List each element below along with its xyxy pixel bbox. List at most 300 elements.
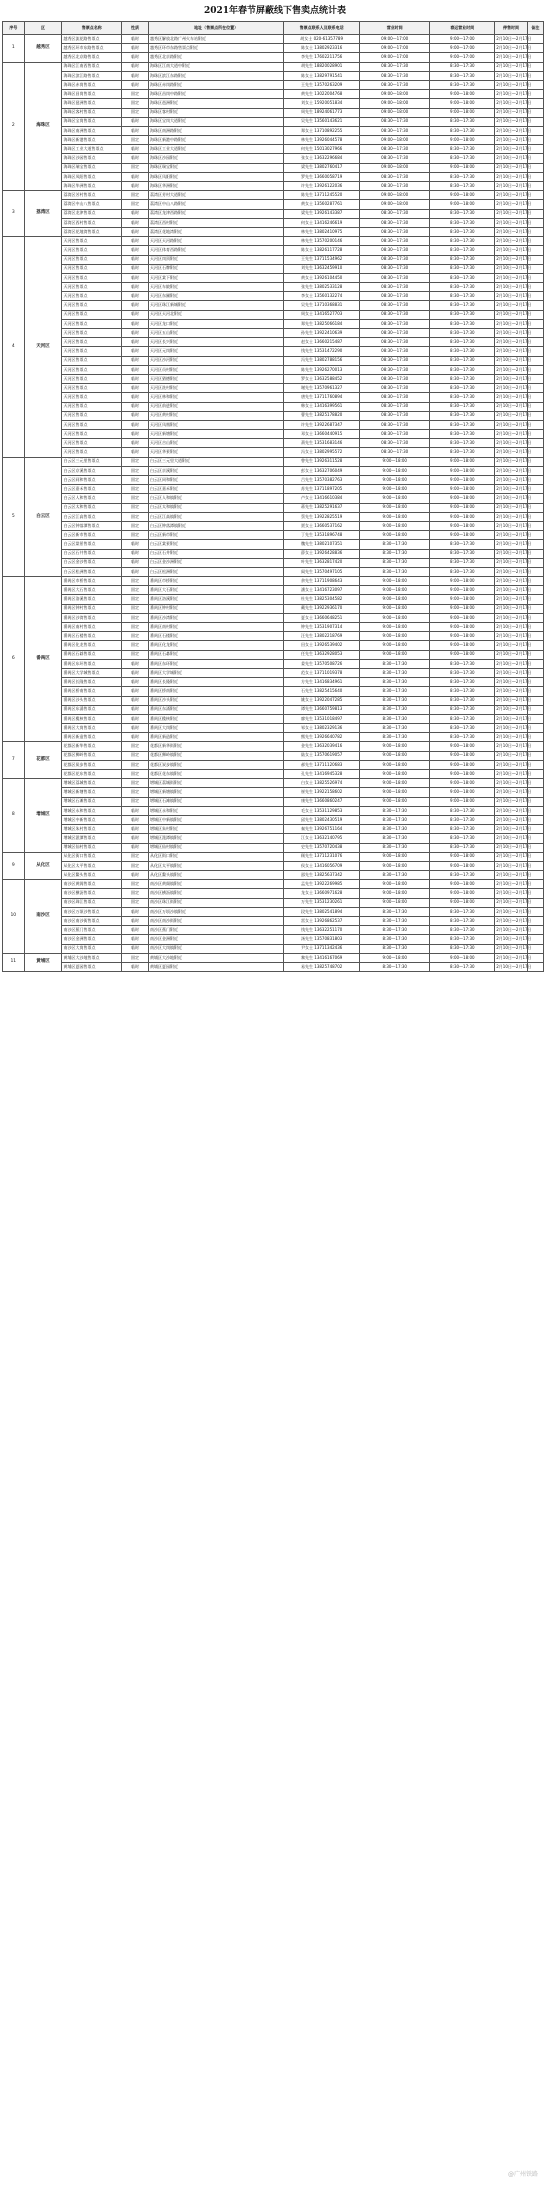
business-hours: 8:30—17:30	[360, 944, 430, 953]
spring-hours: 8:30—17:30	[430, 733, 495, 742]
business-hours: 09:00—18:00	[360, 99, 430, 108]
table-row	[3, 466, 544, 475]
column-header: 春运营业时间	[430, 22, 495, 35]
outlet-type: 固定	[121, 485, 148, 494]
outlet-contact: 姚女士 13922047285	[284, 696, 360, 705]
outlet-contact: 薛女士 13926428836	[284, 549, 360, 558]
section-number: 7	[3, 742, 25, 779]
outlet-address: 海珠区江南大道中附近	[149, 62, 284, 71]
table-row	[3, 430, 544, 439]
stop-date: 2月10日—2月17日	[495, 567, 527, 576]
stop-date: 2月10日—2月17日	[495, 384, 527, 393]
table-row	[3, 549, 544, 558]
outlet-contact: 钟先生 13531907314	[284, 623, 360, 632]
table-row	[3, 200, 544, 209]
outlet-address: 越秀区北京路附近	[149, 53, 284, 62]
table-row	[3, 374, 544, 383]
business-hours: 08:30—17:30	[360, 273, 430, 282]
spring-hours: 8:30—17:30	[430, 273, 495, 282]
outlet-address: 增城区中新镇附近	[149, 815, 284, 824]
table-row	[3, 898, 544, 907]
outlet-address: 白云区钟落潭镇附近	[149, 521, 284, 530]
outlet-address: 天河区元岗附近	[149, 347, 284, 356]
spring-hours: 9:00—18:00	[430, 108, 495, 117]
outlet-name: 天河区售票点	[62, 264, 122, 273]
outlet-contact: 李女士 13560132274	[284, 292, 360, 301]
outlet-name: 海珠区沙园售票点	[62, 154, 122, 163]
business-hours: 9:00—18:00	[360, 779, 430, 788]
stop-date: 2月10日—2月17日	[495, 825, 527, 834]
outlet-contact: 石先生 13825415640	[284, 687, 360, 696]
stop-date: 2月10日—2月17日	[495, 494, 527, 503]
stop-date: 2月10日—2月17日	[495, 521, 527, 530]
spring-hours: 8:30—17:30	[430, 696, 495, 705]
spring-hours: 8:30—17:30	[430, 944, 495, 953]
outlet-type: 临时	[121, 218, 148, 227]
business-hours: 08:30—17:30	[360, 374, 430, 383]
business-hours: 9:00—18:00	[360, 889, 430, 898]
outlet-name: 番禺区长隆售票点	[62, 678, 122, 687]
outlet-name: 白云区金沙售票点	[62, 558, 122, 567]
table-row	[3, 126, 544, 135]
outlet-address: 荔湾区花地湾附近	[149, 227, 284, 236]
stop-date: 2月10日—2月17日	[495, 99, 527, 108]
outlet-type: 临时	[121, 301, 148, 310]
outlet-name: 海珠区赤岗售票点	[62, 80, 122, 89]
outlet-name: 天河区售票点	[62, 365, 122, 374]
outlet-name: 白云区松洲售票点	[62, 567, 122, 576]
district-name: 增城区	[24, 779, 62, 853]
table-row	[3, 751, 544, 760]
outlet-contact: 何女士 13416246619	[284, 218, 360, 227]
table-row	[3, 448, 544, 457]
outlet-name: 番禺区钟村售票点	[62, 604, 122, 613]
table-header-row	[3, 22, 544, 35]
stop-date: 2月10日—2月17日	[495, 393, 527, 402]
outlet-type: 固定	[121, 494, 148, 503]
stop-date: 2月10日—2月17日	[495, 62, 527, 71]
district-name: 荔湾区	[24, 191, 62, 237]
stop-date: 2月10日—2月17日	[495, 604, 527, 613]
outlet-contact: 赵女士 13660215487	[284, 338, 360, 347]
outlet-contact: 侯女士 13416056709	[284, 861, 360, 870]
outlet-type: 临时	[121, 815, 148, 824]
business-hours: 9:00—18:00	[360, 604, 430, 613]
table-row	[3, 338, 544, 347]
outlet-name: 增城区新塘售票点	[62, 788, 122, 797]
table-row	[3, 668, 544, 677]
spring-hours: 9:00—17:00	[430, 35, 495, 44]
spring-hours: 9:00—18:00	[430, 466, 495, 475]
outlet-name: 海珠区客村售票点	[62, 108, 122, 117]
outlet-name: 南沙区大岗售票点	[62, 944, 122, 953]
outlet-type: 临时	[121, 907, 148, 916]
outlet-contact: 冯先生 13802788156	[284, 356, 360, 365]
outlet-address: 海珠区宝岗大道附近	[149, 117, 284, 126]
spring-hours: 9:00—18:00	[430, 852, 495, 861]
stop-date: 2月10日—2月17日	[495, 613, 527, 622]
table-row	[3, 852, 544, 861]
outlet-contact: 汪先生 13802218769	[284, 632, 360, 641]
spring-hours: 8:30—17:30	[430, 292, 495, 301]
outlet-name: 天河区售票点	[62, 283, 122, 292]
stop-date: 2月10日—2月17日	[495, 80, 527, 89]
spring-hours: 8:30—17:30	[430, 154, 495, 163]
table-row	[3, 944, 544, 953]
spring-hours: 9:00—18:00	[430, 200, 495, 209]
outlet-contact: 何先生 15013027966	[284, 145, 360, 154]
table-row	[3, 632, 544, 641]
outlet-contact: 毛女士 13531129853	[284, 806, 360, 815]
business-hours: 09:00—18:00	[360, 108, 430, 117]
outlet-name: 番禺区化龙售票点	[62, 641, 122, 650]
business-hours: 08:30—17:30	[360, 117, 430, 126]
business-hours: 08:30—17:30	[360, 71, 430, 80]
table-row	[3, 494, 544, 503]
business-hours: 9:00—18:00	[360, 898, 430, 907]
spring-hours: 8:30—17:30	[430, 917, 495, 926]
outlet-name: 海珠区江南西售票点	[62, 62, 122, 71]
spring-hours: 9:00—18:00	[430, 577, 495, 586]
outlet-type: 固定	[121, 457, 148, 466]
stop-date: 2月10日—2月17日	[495, 705, 527, 714]
outlet-contact: 邓女士 13660440915	[284, 430, 360, 439]
outlet-address: 白云区太和镇附近	[149, 503, 284, 512]
outlet-type: 固定	[121, 512, 148, 521]
business-hours: 09:00—18:00	[360, 200, 430, 209]
business-hours: 08:30—17:30	[360, 347, 430, 356]
outlet-type: 固定	[121, 898, 148, 907]
district-name: 花都区	[24, 742, 62, 779]
outlet-name: 海珠区华洲售票点	[62, 182, 122, 191]
business-hours: 08:30—17:30	[360, 283, 430, 292]
outlet-type: 临时	[121, 393, 148, 402]
outlet-name: 南沙区万顷沙售票点	[62, 907, 122, 916]
spring-hours: 9:00—18:00	[430, 953, 495, 962]
outlet-address: 天河区石牌附近	[149, 264, 284, 273]
table-row	[3, 531, 544, 540]
section-number: 9	[3, 852, 25, 880]
business-hours: 9:00—18:00	[360, 861, 430, 870]
outlet-address: 天河区岗顶附近	[149, 255, 284, 264]
spring-hours: 8:30—17:30	[430, 567, 495, 576]
spring-hours: 9:00—18:00	[430, 650, 495, 659]
business-hours: 8:30—17:30	[360, 705, 430, 714]
table-row	[3, 310, 544, 319]
outlet-type: 临时	[121, 145, 148, 154]
outlet-contact: 吴先生 13560143621	[284, 117, 360, 126]
outlet-type: 临时	[121, 871, 148, 880]
stop-date: 2月10日—2月17日	[495, 448, 527, 457]
outlet-address: 荔湾区西村附近	[149, 218, 284, 227]
outlet-type: 临时	[121, 384, 148, 393]
outlet-type: 临时	[121, 329, 148, 338]
table-row	[3, 255, 544, 264]
outlet-contact: 金先生 13632039416	[284, 742, 360, 751]
outlet-type: 临时	[121, 724, 148, 733]
spring-hours: 8:30—17:30	[430, 384, 495, 393]
table-row	[3, 806, 544, 815]
outlet-name: 番禺区新造售票点	[62, 733, 122, 742]
spring-hours: 8:30—17:30	[430, 935, 495, 944]
table-row	[3, 604, 544, 613]
outlet-type: 固定	[121, 889, 148, 898]
outlet-address: 天河区天河北附近	[149, 310, 284, 319]
outlet-address: 海珠区瑞宝附近	[149, 163, 284, 172]
watermark: @广州铁路	[507, 2171, 538, 2178]
outlet-name: 白云区人和售票点	[62, 494, 122, 503]
stop-date: 2月10日—2月17日	[495, 439, 527, 448]
outlet-address: 天河区华景附近	[149, 448, 284, 457]
table-row	[3, 917, 544, 926]
business-hours: 8:30—17:30	[360, 540, 430, 549]
outlet-contact: 许先生 13926122036	[284, 182, 360, 191]
outlet-type: 临时	[121, 182, 148, 191]
outlet-address: 海珠区昌岗中路附近	[149, 90, 284, 99]
outlet-name: 荔湾区花地湾售票点	[62, 227, 122, 236]
stop-date: 2月10日—2月17日	[495, 871, 527, 880]
spring-hours: 8:30—17:30	[430, 815, 495, 824]
stop-date: 2月10日—2月17日	[495, 742, 527, 751]
outlet-address: 白云区同和附近	[149, 476, 284, 485]
outlet-contact: 王先生 13570263209	[284, 80, 360, 89]
spring-hours: 8:30—17:30	[430, 843, 495, 852]
outlet-type: 临时	[121, 237, 148, 246]
business-hours: 08:30—17:30	[360, 218, 430, 227]
business-hours: 9:00—18:00	[360, 770, 430, 779]
outlet-address: 番禺区桥南附近	[149, 687, 284, 696]
table-row	[3, 613, 544, 622]
column-header: 售票点联系人及联系电话	[284, 22, 360, 35]
outlet-type: 固定	[121, 99, 148, 108]
table-row	[3, 402, 544, 411]
outlet-address: 白云区棠景附近	[149, 540, 284, 549]
business-hours: 08:30—17:30	[360, 209, 430, 218]
outlet-contact: 孟先生 13922269985	[284, 880, 360, 889]
outlet-address: 南沙区万顷沙镇附近	[149, 907, 284, 916]
business-hours: 08:30—17:30	[360, 310, 430, 319]
outlet-contact: 钱先生 13632251170	[284, 926, 360, 935]
business-hours: 08:30—17:30	[360, 237, 430, 246]
outlet-type: 固定	[121, 760, 148, 769]
table-body	[3, 35, 544, 972]
outlet-type: 临时	[121, 80, 148, 89]
stop-date: 2月10日—2月17日	[495, 338, 527, 347]
outlet-type: 临时	[121, 926, 148, 935]
outlet-type: 临时	[121, 935, 148, 944]
table-row	[3, 687, 544, 696]
stop-date: 2月10日—2月17日	[495, 237, 527, 246]
spring-hours: 9:00—17:00	[430, 44, 495, 53]
outlet-address: 番禺区大学城附近	[149, 668, 284, 677]
table-row	[3, 889, 544, 898]
outlet-type: 临时	[121, 356, 148, 365]
spring-hours: 9:00—18:00	[430, 521, 495, 530]
stop-date: 2月10日—2月17日	[495, 154, 527, 163]
outlet-contact: 易先生 13825748702	[284, 962, 360, 971]
table-row	[3, 163, 544, 172]
outlet-name: 白云区京溪售票点	[62, 466, 122, 475]
column-header: 地址（售票点所在位置）	[149, 22, 284, 35]
stop-date: 2月10日—2月17日	[495, 577, 527, 586]
outlet-type: 临时	[121, 659, 148, 668]
stop-date: 2月10日—2月17日	[495, 90, 527, 99]
outlet-name: 天河区售票点	[62, 439, 122, 448]
outlet-type: 固定	[121, 108, 148, 117]
table-row	[3, 705, 544, 714]
spring-hours: 8:30—17:30	[430, 420, 495, 429]
outlet-address: 番禺区沙头附近	[149, 696, 284, 705]
business-hours: 08:30—17:30	[360, 420, 430, 429]
outlet-type: 临时	[121, 246, 148, 255]
spring-hours: 8:30—17:30	[430, 393, 495, 402]
outlet-name: 从化区街口售票点	[62, 852, 122, 861]
stop-date: 2月10日—2月17日	[495, 889, 527, 898]
outlet-name: 天河区售票点	[62, 347, 122, 356]
outlet-type: 临时	[121, 35, 148, 44]
outlet-address: 番禺区沙湾附近	[149, 613, 284, 622]
stop-date: 2月10日—2月17日	[495, 926, 527, 935]
outlet-table	[2, 21, 544, 972]
outlet-address: 天河区冼村附近	[149, 384, 284, 393]
business-hours: 8:30—17:30	[360, 567, 430, 576]
outlet-address: 增城区永和附近	[149, 806, 284, 815]
outlet-contact: 刘女士 15920051834	[284, 99, 360, 108]
stop-date: 2月10日—2月17日	[495, 273, 527, 282]
outlet-type: 临时	[121, 402, 148, 411]
outlet-name: 白云区石井售票点	[62, 549, 122, 558]
outlet-type: 临时	[121, 374, 148, 383]
outlet-address: 南沙区蕉门附近	[149, 926, 284, 935]
table-row	[3, 843, 544, 852]
outlet-type: 固定	[121, 742, 148, 751]
outlet-contact: 叶先生 13632817420	[284, 558, 360, 567]
outlet-address: 番禺区大石附近	[149, 586, 284, 595]
outlet-address: 海珠区琶洲附近	[149, 99, 284, 108]
outlet-name: 天河区售票点	[62, 292, 122, 301]
outlet-type: 临时	[121, 154, 148, 163]
outlet-contact: 孙先生 13922410639	[284, 329, 360, 338]
business-hours: 9:00—18:00	[360, 788, 430, 797]
table-row	[3, 319, 544, 328]
outlet-type: 临时	[121, 678, 148, 687]
table-row	[3, 788, 544, 797]
outlet-address: 天河区体育西路附近	[149, 246, 284, 255]
page-title: 2021年春节屏蔽线下售卖点统计表	[203, 6, 347, 16]
outlet-contact: 萧先生 13531683146	[284, 439, 360, 448]
business-hours: 09:00—17:00	[360, 53, 430, 62]
business-hours: 08:30—17:30	[360, 439, 430, 448]
table-row	[3, 558, 544, 567]
outlet-name: 白云区棠景售票点	[62, 540, 122, 549]
outlet-contact: 邱先生 13802430519	[284, 815, 360, 824]
outlet-type: 固定	[121, 632, 148, 641]
spring-hours: 9:00—17:00	[430, 53, 495, 62]
stop-date: 2月10日—2月17日	[495, 549, 527, 558]
outlet-type: 临时	[121, 365, 148, 374]
stop-date: 2月10日—2月17日	[495, 246, 527, 255]
business-hours: 08:30—17:30	[360, 356, 430, 365]
outlet-address: 荔湾区龙津西路附近	[149, 209, 284, 218]
stop-date: 2月10日—2月17日	[495, 209, 527, 218]
business-hours: 9:00—18:00	[360, 577, 430, 586]
stop-date: 2月10日—2月17日	[495, 283, 527, 292]
section-number: 11	[3, 953, 25, 971]
outlet-type: 固定	[121, 623, 148, 632]
outlet-contact: 郑先生 13825066184	[284, 319, 360, 328]
column-header: 备注	[527, 22, 543, 35]
stop-date: 2月10日—2月17日	[495, 163, 527, 172]
business-hours: 8:30—17:30	[360, 558, 430, 567]
business-hours: 08:30—17:30	[360, 264, 430, 273]
spring-hours: 8:30—17:30	[430, 825, 495, 834]
outlet-contact: 张先生 13802533128	[284, 283, 360, 292]
outlet-name: 天河区售票点	[62, 273, 122, 282]
table-row	[3, 301, 544, 310]
outlet-contact: 任先生 13632928053	[284, 650, 360, 659]
outlet-contact: 廖先生 13531018497	[284, 714, 360, 723]
outlet-contact: 谭先生 13660759813	[284, 705, 360, 714]
outlet-name: 荔湾区西村售票点	[62, 218, 122, 227]
table-row	[3, 521, 544, 530]
stop-date: 2月10日—2月17日	[495, 329, 527, 338]
outlet-address: 白云区新市附近	[149, 531, 284, 540]
spring-hours: 9:00—18:00	[430, 595, 495, 604]
stop-date: 2月10日—2月17日	[495, 136, 527, 145]
outlet-name: 番禺区大石售票点	[62, 586, 122, 595]
outlet-name: 白云区同和售票点	[62, 476, 122, 485]
outlet-contact: 邹女士 13802329136	[284, 724, 360, 733]
outlet-address: 荔湾区中山八路附近	[149, 200, 284, 209]
table-row	[3, 154, 544, 163]
stop-date: 2月10日—2月17日	[495, 402, 527, 411]
table-row	[3, 53, 544, 62]
table-row	[3, 136, 544, 145]
outlet-name: 越秀区流花路售票点	[62, 35, 122, 44]
table-row	[3, 825, 544, 834]
outlet-name: 海珠区新港售票点	[62, 136, 122, 145]
business-hours: 8:30—17:30	[360, 687, 430, 696]
spring-hours: 8:30—17:30	[430, 319, 495, 328]
table-row	[3, 191, 544, 200]
stop-date: 2月10日—2月17日	[495, 687, 527, 696]
outlet-contact: 黎先生 13416167069	[284, 953, 360, 962]
stop-date: 2月10日—2月17日	[495, 227, 527, 236]
outlet-name: 天河区售票点	[62, 393, 122, 402]
outlet-address: 天河区猎德附近	[149, 374, 284, 383]
spring-hours: 9:00—18:00	[430, 641, 495, 650]
spring-hours: 9:00—18:00	[430, 586, 495, 595]
outlet-type: 固定	[121, 788, 148, 797]
outlet-contact: 秦先生 13926751164	[284, 825, 360, 834]
outlet-address: 荔湾区芳村大道附近	[149, 191, 284, 200]
outlet-name: 番禺区洛溪售票点	[62, 595, 122, 604]
table-row	[3, 595, 544, 604]
outlet-type: 临时	[121, 687, 148, 696]
spring-hours: 8:30—17:30	[430, 962, 495, 971]
business-hours: 08:30—17:30	[360, 292, 430, 301]
outlet-name: 白云区三元里售票点	[62, 457, 122, 466]
stop-date: 2月10日—2月17日	[495, 678, 527, 687]
outlet-type: 固定	[121, 779, 148, 788]
stop-date: 2月10日—2月17日	[495, 558, 527, 567]
spring-hours: 9:00—18:00	[430, 512, 495, 521]
outlet-type: 临时	[121, 549, 148, 558]
outlet-type: 临时	[121, 668, 148, 677]
stop-date: 2月10日—2月17日	[495, 512, 527, 521]
outlet-type: 临时	[121, 917, 148, 926]
spring-hours: 8:30—17:30	[430, 806, 495, 815]
